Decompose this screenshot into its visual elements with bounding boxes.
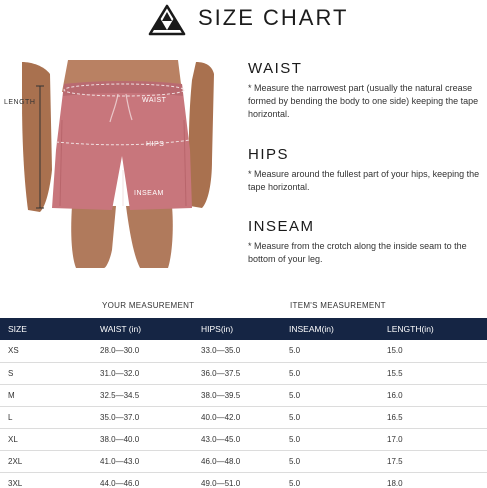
inseam-instructions: * Measure from the crotch along the inside seam to the bottom of your leg.: [248, 241, 467, 264]
hips-section: [248, 146, 480, 194]
table-group-headings: [0, 301, 487, 315]
hips-heading: HIPS: [248, 146, 290, 163]
table-header-row: [0, 318, 487, 340]
length-cell: 16.5: [387, 412, 403, 422]
size-cell: XS: [8, 346, 19, 356]
inseam-cell: 5.0: [289, 456, 301, 466]
inseam-column-header: INSEAM(in): [289, 324, 334, 334]
size-cell: M: [8, 390, 15, 400]
table-row: [0, 384, 487, 406]
hips-instructions: * Measure around the fullest part of your hips, keeping the tape horizontal.: [248, 169, 480, 192]
size-cell: 3XL: [8, 478, 23, 488]
length-column-header: LENGTH(in): [387, 324, 434, 334]
length-cell: 15.0: [387, 346, 403, 356]
waist-section: [248, 60, 480, 121]
waist-heading: WAIST: [248, 60, 303, 77]
waist-label: WAIST: [142, 97, 167, 104]
waist-instructions: * Measure the narrowest part (usually the natural crease formed by bending the body to one side) keeping the tape horizontal.: [248, 83, 479, 119]
length-cell: 17.5: [387, 456, 403, 466]
length-cell: 18.0: [387, 478, 403, 488]
size-cell: XL: [8, 434, 18, 444]
waist-cell: 44.0—46.0: [100, 478, 140, 488]
inseam-label: INSEAM: [134, 190, 164, 197]
size-column-header: SIZE: [8, 324, 27, 334]
hips-cell: 49.0—51.0: [201, 478, 241, 488]
hips-cell: 33.0—35.0: [201, 346, 241, 356]
length-label: LENGTH: [4, 99, 36, 106]
size-table: [0, 318, 487, 488]
inseam-cell: 5.0: [289, 478, 301, 488]
table-row: [0, 450, 487, 472]
items-measurement-heading: ITEM'S MEASUREMENT: [290, 301, 386, 310]
product-photo: [0, 60, 232, 268]
inseam-section: [248, 218, 480, 266]
inseam-cell: 5.0: [289, 412, 301, 422]
hips-cell: 36.0—37.5: [201, 368, 241, 378]
inseam-cell: 5.0: [289, 346, 301, 356]
inseam-cell: 5.0: [289, 390, 301, 400]
size-cell: L: [8, 412, 13, 422]
hips-cell: 40.0—42.0: [201, 412, 241, 422]
hips-cell: 46.0—48.0: [201, 456, 241, 466]
waist-cell: 28.0—30.0: [100, 346, 140, 356]
waist-cell: 32.5—34.5: [100, 390, 140, 400]
your-measurement-heading: YOUR MEASUREMENT: [102, 301, 195, 310]
waist-cell: 38.0—40.0: [100, 434, 140, 444]
inseam-heading: INSEAM: [248, 218, 315, 235]
page-header: [0, 0, 487, 42]
inseam-cell: 5.0: [289, 434, 301, 444]
table-row: [0, 428, 487, 450]
page-title: SIZE CHART: [198, 5, 349, 30]
shorts-model-illustration: [0, 60, 232, 268]
waist-cell: 31.0—32.0: [100, 368, 140, 378]
length-cell: 17.0: [387, 434, 403, 444]
waist-cell: 35.0—37.0: [100, 412, 140, 422]
table-row: [0, 340, 487, 362]
length-cell: 16.0: [387, 390, 403, 400]
inseam-cell: 5.0: [289, 368, 301, 378]
triple-triangle-mountain-icon: [148, 4, 186, 36]
hips-cell: 43.0—45.0: [201, 434, 241, 444]
waist-column-header: WAIST (in): [100, 324, 142, 334]
waist-cell: 41.0—43.0: [100, 456, 140, 466]
hips-column-header: HIPS(in): [201, 324, 234, 334]
size-cell: 2XL: [8, 456, 23, 466]
table-row: [0, 472, 487, 488]
hips-cell: 38.0—39.5: [201, 390, 241, 400]
size-cell: S: [8, 368, 14, 378]
length-cell: 15.5: [387, 368, 403, 378]
hips-label: HIPS: [146, 141, 165, 148]
table-row: [0, 362, 487, 384]
table-row: [0, 406, 487, 428]
